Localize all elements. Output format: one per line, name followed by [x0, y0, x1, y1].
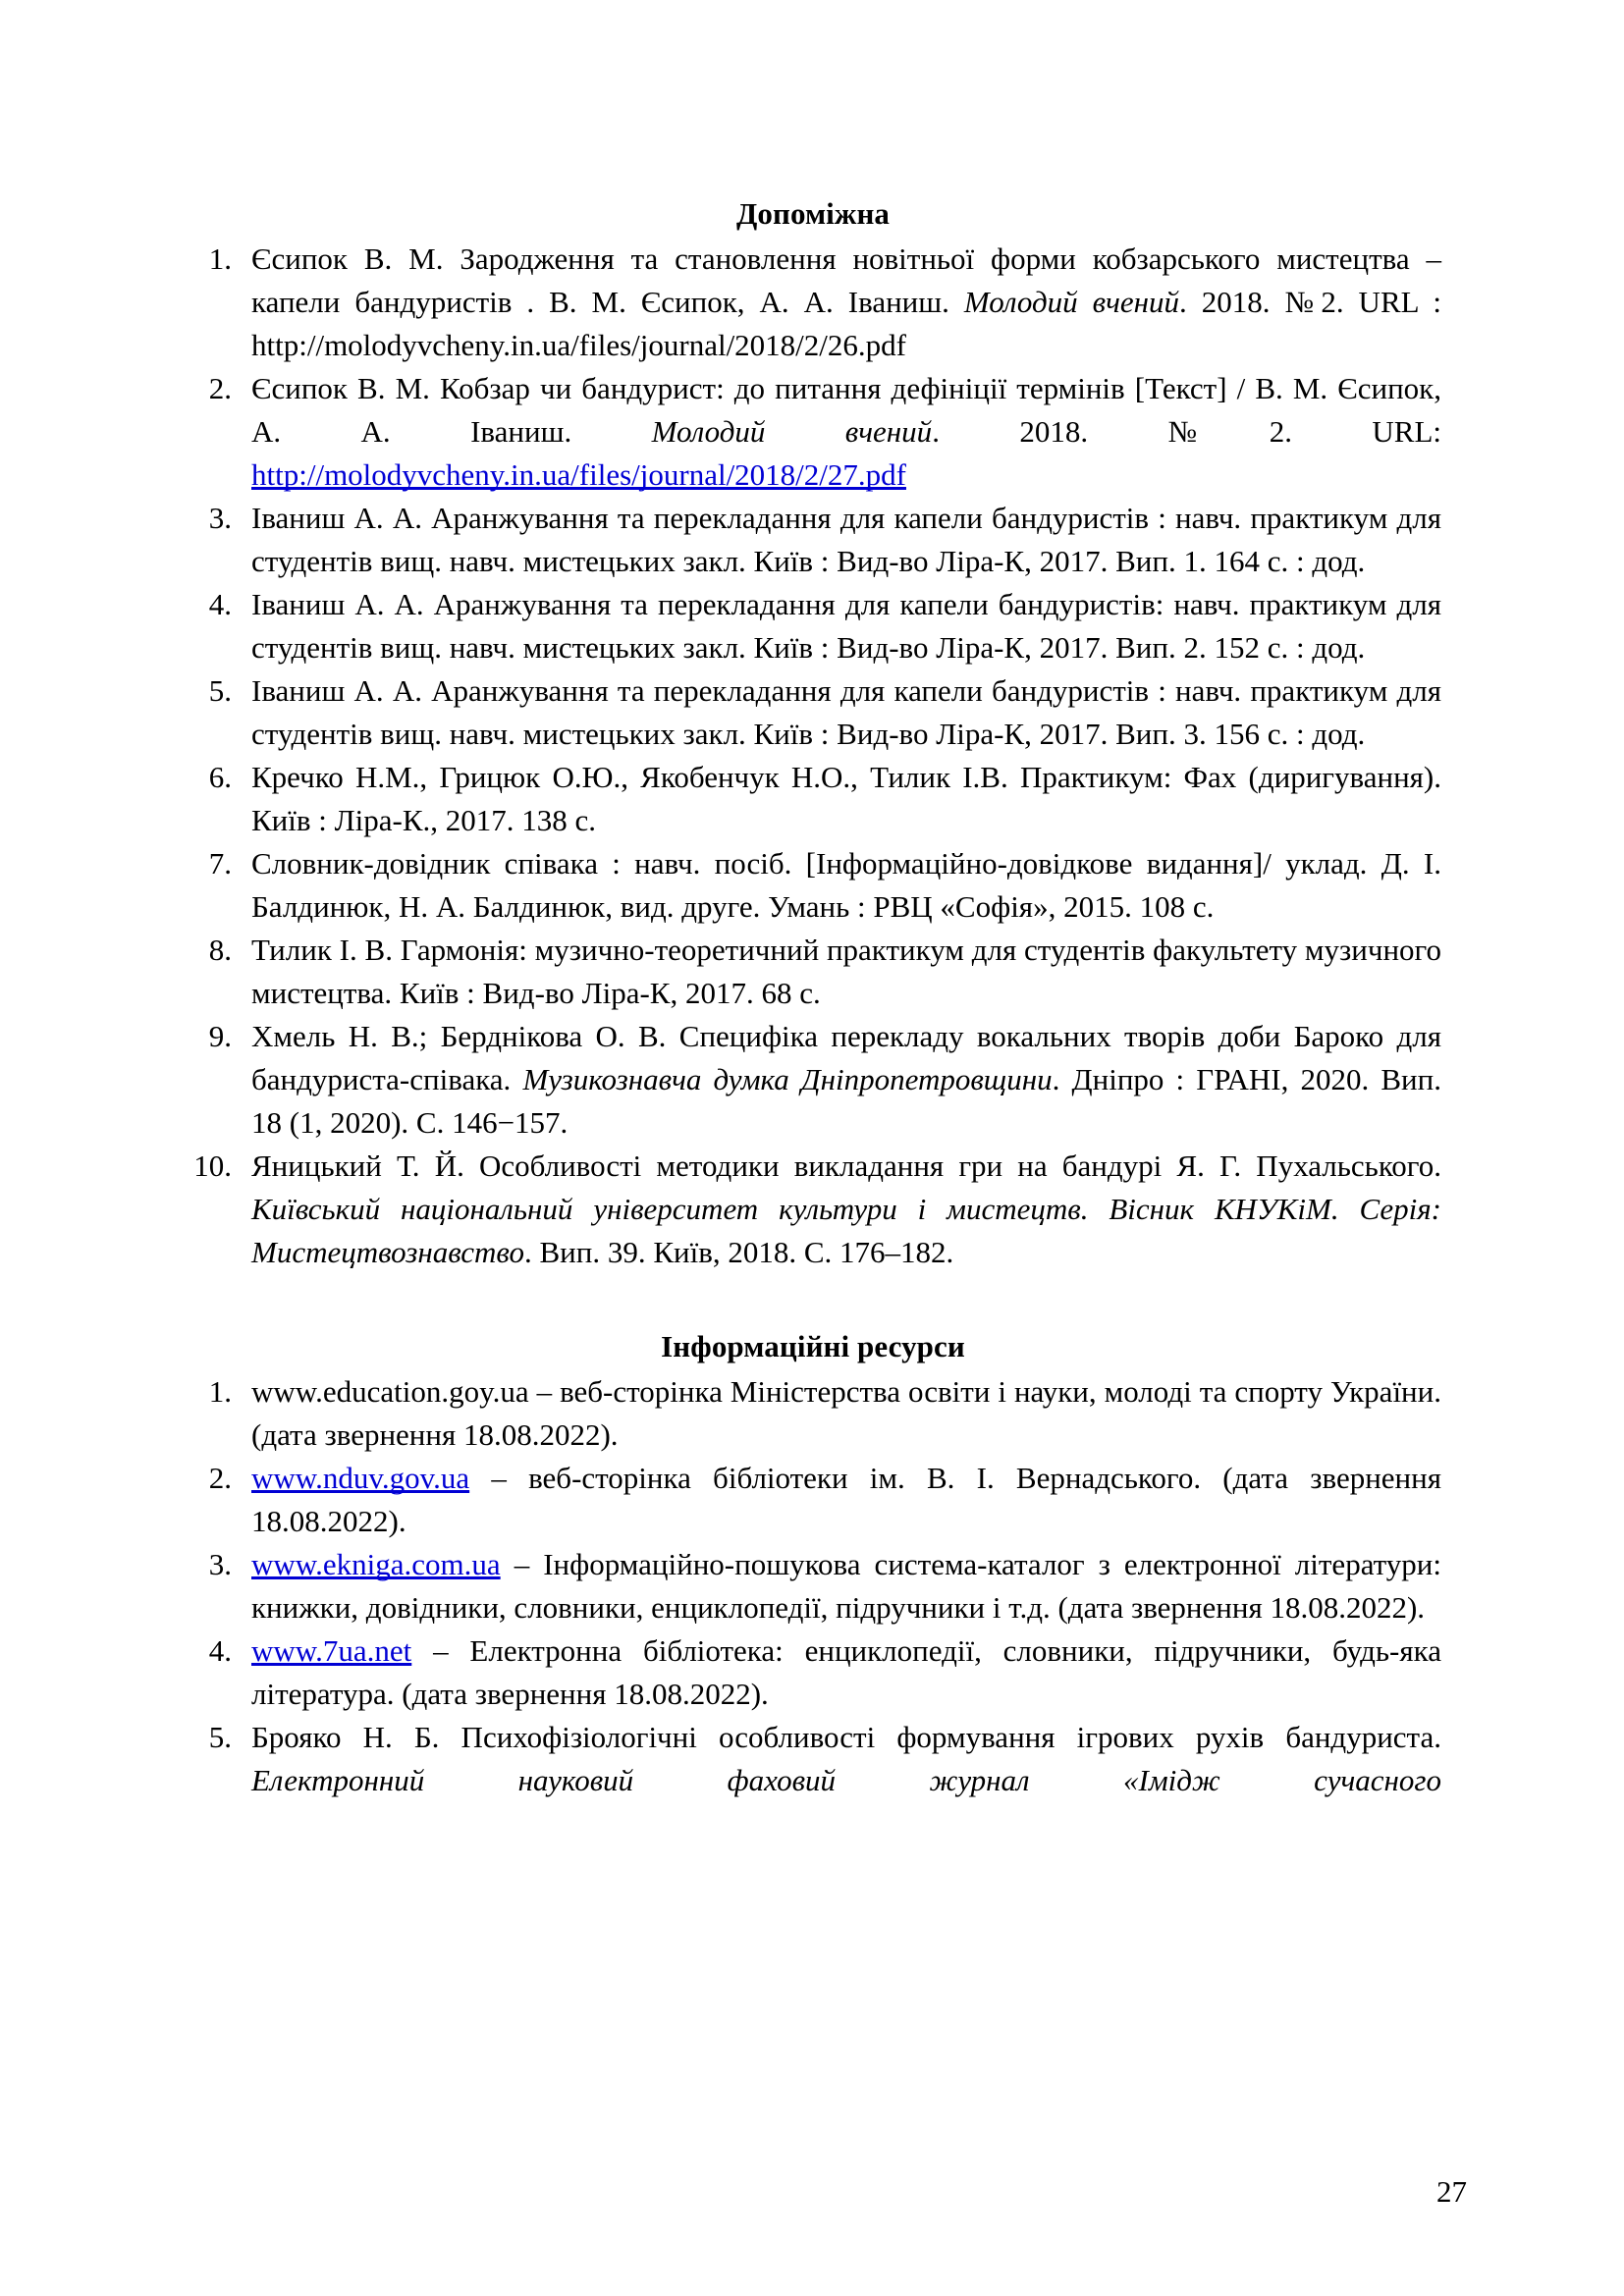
reference-item [185, 583, 1441, 669]
reference-text [251, 497, 1441, 583]
list-item-number: 7. [208, 846, 232, 881]
text-run: . 2018. №2. URL: [932, 414, 1441, 449]
text-run: Єсипок В. М. Зародження та становлення новітньої форми кобзарського мистецтва – капели бандуристів . В. М. Єсипок, А. А. Іваниш. [251, 241, 1441, 319]
reference-item [185, 367, 1441, 497]
reference-item [185, 1370, 1441, 1457]
reference-text [251, 238, 1441, 367]
reference-text [251, 756, 1441, 842]
web-link[interactable]: www.ekniga.com.ua [251, 1547, 501, 1581]
text-run: Брояко Н. Б. Психофізіологічні особливості формування ігрових рухів бандуриста. [251, 1720, 1441, 1754]
list-item-number: 10. [193, 1148, 232, 1183]
text-run: – веб-сторінка бібліотеки ім. В. І. Вернадського. (дата звернення 18.08.2022). [251, 1461, 1441, 1538]
reference-text [251, 842, 1441, 929]
list-item-number: 3. [208, 501, 232, 535]
reference-text [251, 1370, 1441, 1457]
text-run: . 2018. №2. URL : http://molodyvcheny.in.ua/files/journal/2018/2/26.pdf [251, 285, 1442, 362]
reference-list-dopomizhna [185, 238, 1441, 1274]
list-item-number: 8. [208, 933, 232, 967]
list-item-number: 3. [208, 1547, 232, 1581]
reference-text [251, 1457, 1441, 1543]
text-run: Іваниш А. А. Аранжування та перекладання для капели бандуристів : навч. практикум для студентів вищ. навч. мистецьких закл. Київ : Вид-во Ліра-К, 2017. Вип. 1. 164 с. : дод. [251, 501, 1441, 578]
reference-text [251, 583, 1441, 669]
text-run: . Дніпро : ГРАНІ, 2020. Вип. 18 (1, 2020). С. 146−157. [251, 1062, 1441, 1140]
reference-item [185, 497, 1441, 583]
web-link[interactable]: http://molodyvcheny.in.ua/files/journal/2018/2/27.pdf [251, 457, 906, 492]
text-run: – Електронна бібліотека: енциклопедії, словники, підручники, будь-яка література. (дата звернення 18.08.2022). [251, 1633, 1441, 1711]
reference-text [251, 367, 1441, 497]
italic-title: Київський національний університет культури і мистецтв. Вісник КНУКіМ. Серія: Мистецтвознавство [251, 1192, 1441, 1269]
italic-title: Молодий вчений [651, 414, 933, 449]
italic-title: Музикознавча думка Дніпропетровщини [522, 1062, 1053, 1096]
reference-text [251, 929, 1441, 1015]
reference-text [251, 669, 1441, 756]
text-run: Іваниш А. А. Аранжування та перекладання для капели бандуристів: навч. практикум для студентів вищ. навч. мистецьких закл. Київ : Вид-во Ліра-К, 2017. Вип. 2. 152 с. : дод. [251, 587, 1441, 665]
list-item-number: 4. [208, 1633, 232, 1668]
reference-item [185, 1543, 1441, 1629]
reference-item [185, 756, 1441, 842]
reference-text [251, 1015, 1441, 1145]
reference-item [185, 238, 1441, 367]
section-heading-informatsiyni-resursy: Інформаційні ресурси [661, 1329, 965, 1363]
text-run: Хмель Н. В.; Берднікова О. В. Специфіка перекладу вокальних творів доби Бароко для бандуриста-співака. [251, 1019, 1441, 1096]
text-run: Тилик І. В. Гармонія: музично-теоретичний практикум для студентів факультету музичного мистецтва. Київ : Вид-во Ліра-К, 2017. 68 с. [251, 933, 1441, 1010]
text-run: – Інформаційно-пошукова система-каталог з електронної літератури: книжки, довідники, словники, енциклопедії, підручники і т.д. (дата звернення 18.08.2022). [251, 1547, 1441, 1625]
list-item-number: 1. [208, 241, 232, 276]
list-item-number: 1. [208, 1374, 232, 1409]
list-item-number: 4. [208, 587, 232, 621]
web-link[interactable]: www.nduv.gov.ua [251, 1461, 470, 1495]
text-run: Кречко Н.М., Грицюк О.Ю., Якобенчук Н.О., Тилик І.В. Практикум: Фах (диригування). Київ : Ліра-К., 2017. 138 с. [251, 760, 1441, 837]
reference-item [185, 842, 1441, 929]
reference-item [185, 1145, 1441, 1274]
list-item-number: 2. [208, 1461, 232, 1495]
reference-item [185, 1457, 1441, 1543]
reference-item [185, 929, 1441, 1015]
web-link[interactable]: www.7ua.net [251, 1633, 412, 1668]
page-number: 27 [1436, 2174, 1467, 2209]
list-item-number: 6. [208, 760, 232, 794]
reference-text [251, 1629, 1441, 1716]
italic-title: Молодий вчений [963, 285, 1180, 319]
text-run: Єсипок В. М. Кобзар чи бандурист: до питання дефініції термінів [Текст] / В. М. Єсипок, А. А. Іваниш. [251, 371, 1441, 449]
list-item-number: 5. [208, 673, 232, 708]
text-run: Словник-довідник співака : навч. посіб. [Інформаційно-довідкове видання]/ уклад. Д. І. Балдинюк, Н. А. Балдинюк, вид. друге. Умань : РВЦ «Софія», 2015. 108 с. [251, 846, 1441, 924]
list-item-number: 5. [208, 1720, 232, 1754]
reference-item [185, 669, 1441, 756]
reference-text [251, 1543, 1441, 1629]
reference-item [185, 1716, 1441, 1802]
list-item-number: 2. [208, 371, 232, 405]
text-run: . Вип. 39. Київ, 2018. С. 176–182. [523, 1235, 954, 1269]
page-content [185, 192, 1441, 1802]
section-heading-dopomizhna: Допоміжна [735, 196, 891, 231]
text-run: www.education.goy.ua – веб-сторінка Міністерства освіти і науки, молоді та спорту України. (дата звернення 18.08.2022). [251, 1374, 1441, 1452]
list-item-number: 9. [208, 1019, 232, 1053]
reference-item [185, 1629, 1441, 1716]
text-run: Яницький Т. Й. Особливості методики викладання гри на бандурі Я. Г. Пухальського. [251, 1148, 1441, 1183]
reference-text [251, 1716, 1441, 1802]
text-run: Іваниш А. А. Аранжування та перекладання для капели бандуристів : навч. практикум для студентів вищ. навч. мистецьких закл. Київ : Вид-во Ліра-К, 2017. Вип. 3. 156 с. : дод. [251, 673, 1441, 751]
italic-title: Електронний науковий фаховий журнал «Імідж сучасного [251, 1763, 1441, 1797]
reference-item [185, 1015, 1441, 1145]
reference-list-resources [185, 1370, 1441, 1802]
reference-text [251, 1145, 1441, 1274]
